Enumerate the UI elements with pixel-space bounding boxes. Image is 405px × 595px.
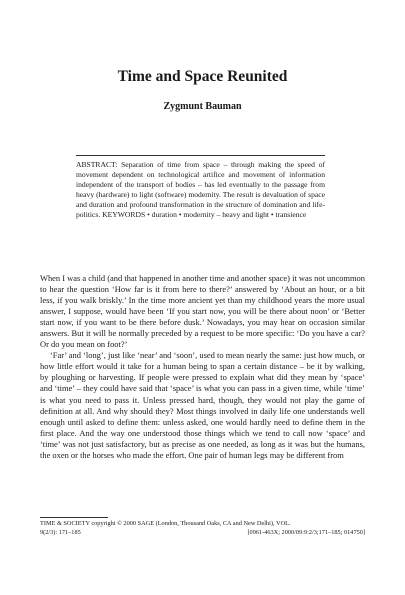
body-paragraph-2: ‘Far’ and ‘long’, just like ‘near’ and ‘soon’, used to mean nearly the same: just how much, or how little effort would it take for a human being to span a certain distance – be it by walking, by ploughing or harvesting. If people were pressed to explain what did they mean by ‘space’ and ‘time’ – they could have said that ‘space’ is what you can pass in a given time, while ‘time’ is what you need to pass it. Unless pressed hard, though, they would not play the game of definition at all. And why should they? Most things involved in daily life one understands well enough until asked to define them: unless asked, one would hardly need to define them in the first place. And the way one understood those things which we tend to call now ‘space’ and ‘time’ was not just satisfactory, but as precise as one needed, as long as it was but the humans, the oxen or the horses who made the effort. One pair of human legs may be different from xyxy=(40,350,365,460)
article-body xyxy=(40,273,365,461)
footer-copyright: TIME & SOCIETY copyright © 2000 SAGE (London, Thousand Oaks, CA and New Delhi), VOL. xyxy=(40,520,291,527)
body-paragraph-1: When I was a child (and that happened in another time and another space) it was not uncommon to hear the question ‘How far is it from here to there?’ answered by ‘About an hour, or a bit less, if you walk briskly.’ In the time more ancient yet than my childhood years the more usual answer, I suppose, would have been ‘If you start now, you will be there about noon’ or ‘Better start now, if you want to be there before dusk.’ Nowadays, you may hear on occasion similar answers. But it will be normally preceded by a request to be more specific: ‘Do you have a car? Or do you mean on foot?’ xyxy=(40,273,365,350)
footer-volume: 9(2/3): 171–185 xyxy=(40,528,81,536)
journal-footer xyxy=(40,520,365,537)
article-author: Zygmunt Bauman xyxy=(163,101,242,112)
footer-citation-line xyxy=(40,529,365,538)
article-title: Time and Space Reunited xyxy=(117,68,288,85)
footer-divider xyxy=(40,517,108,518)
abstract-divider xyxy=(76,155,325,156)
footer-reference: [0961-463X; 2000/09:9:2/3;171–185; 014750] xyxy=(247,528,365,536)
abstract-text: ABSTRACT: Separation of time from space – through making the speed of movement dependent on technological artifice and movement of information independent of the transport of bodies – has led eventually to the passage from heavy (hardware) to light (software) modernity. The result is devaluation of space and duration and profound transformation in the structure of domination and life-politics. KEYWORDS • duration • modernity – heavy and light • transience xyxy=(76,160,325,220)
